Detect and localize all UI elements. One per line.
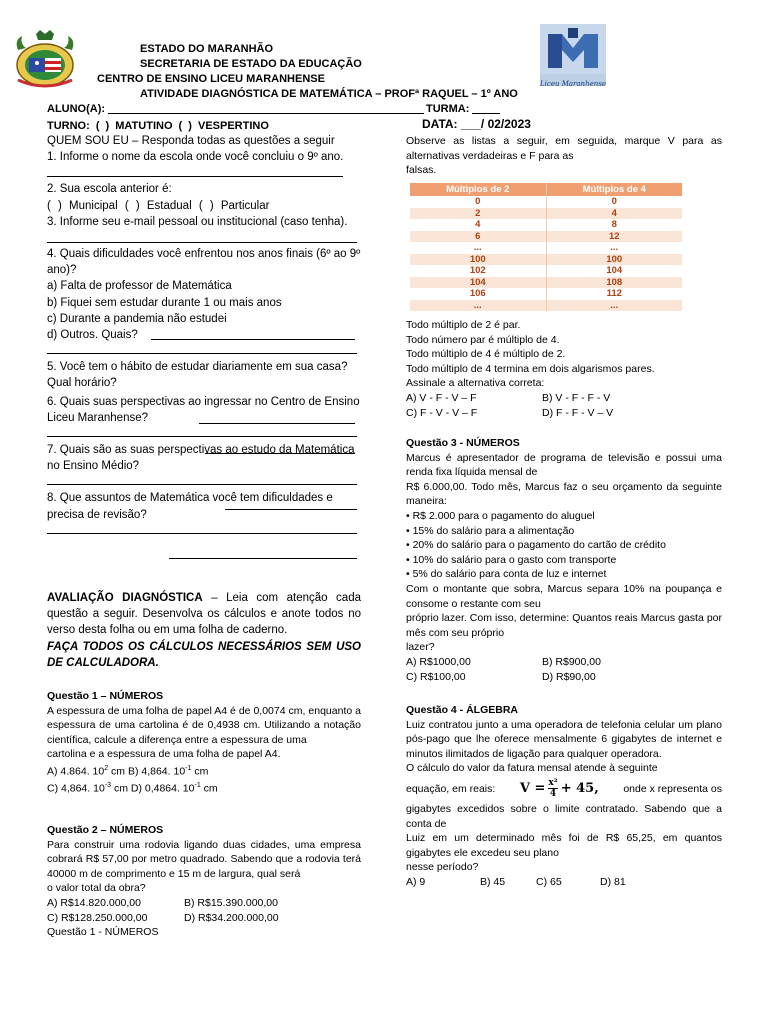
questao-2-opt-d: D) R$34.200.000,00 bbox=[184, 911, 279, 924]
questao-4-opt-d: D) 81 bbox=[600, 875, 626, 888]
multiples-table bbox=[410, 183, 682, 311]
questao-3-bullet-2: • 15% do salário para a alimentação bbox=[406, 524, 575, 537]
question-2: 2. Sua escola anterior é: bbox=[47, 183, 172, 196]
assinale-text: Assinale a alternativa correta: bbox=[406, 377, 545, 390]
questao-1-text-2: cartolina e a espessura de uma folha de papel A4. bbox=[47, 748, 281, 761]
cell-multiple-of-2: 0 bbox=[410, 196, 546, 208]
cell-multiple-of-4: ... bbox=[546, 300, 682, 312]
student-name-label: ALUNO(A): bbox=[47, 103, 106, 115]
answer-line-3[interactable] bbox=[47, 242, 357, 243]
statement-2: Todo número par é múltiplo de 4. bbox=[406, 333, 560, 346]
questao-3-bullet-3: • 20% do salário para o pagamento do cartão de crédito bbox=[406, 539, 666, 552]
answer-line-1[interactable] bbox=[47, 176, 343, 177]
cell-multiple-of-4: 108 bbox=[546, 277, 682, 289]
option-b: B) V - F - F - V bbox=[542, 391, 611, 404]
liceu-maranhense-logo bbox=[540, 24, 606, 86]
questao-4-opt-b: B) 45 bbox=[480, 875, 506, 888]
turno-label: TURNO: ( ) MATUTINO ( ) VESPERTINO bbox=[47, 120, 269, 132]
questao-2-opt-a: A) R$14.820.000,00 bbox=[47, 896, 141, 909]
table-row bbox=[410, 242, 682, 254]
questao-footer: Questão 1 - NÚMEROS bbox=[47, 926, 159, 939]
option-d: D) F - F - V – V bbox=[542, 406, 614, 419]
questao-2-text: Para construir uma rodovia ligando duas cidades, uma empresa cobrará R$ 57,00 por metro quadrado. Sabendo que a rodovia terá 40000 m de comprimento e 15 m de largura, qual será bbox=[47, 838, 361, 880]
turma-label: TURMA: bbox=[426, 103, 470, 115]
questao-3-bullet-1: • R$ 2.000 para o pagamento do aluguel bbox=[406, 509, 595, 522]
question-4-c: c) Durante a pandemia não estudei bbox=[47, 312, 227, 325]
questao-4-title: Questão 4 - ÁLGEBRA bbox=[406, 704, 519, 716]
table-header-mult4: Múltiplos de 4 bbox=[546, 183, 682, 196]
cell-multiple-of-2: ... bbox=[410, 300, 546, 312]
table-row bbox=[410, 300, 682, 312]
questao-4-text-5: nesse período? bbox=[406, 861, 479, 874]
cell-multiple-of-4: 100 bbox=[546, 254, 682, 266]
question-1: 1. Informe o nome da escola onde você concluiu o 9º ano. bbox=[47, 151, 344, 164]
questao-1-text: A espessura de uma folha de papel A4 é de 0,0074 cm, enquanto a espessura de uma cartolina é de 0,4938 cm. Utilizando a notação científica, calcule a diferença entre a espessura de uma bbox=[47, 704, 361, 746]
question-2-options: ( ) Municipal ( ) Estadual ( ) Particular bbox=[47, 199, 270, 212]
answer-line-7[interactable] bbox=[47, 484, 357, 485]
cell-multiple-of-4: 112 bbox=[546, 288, 682, 300]
questao-2-opt-c: C) R$128.250.000,00 bbox=[47, 911, 148, 924]
table-row bbox=[410, 265, 682, 277]
avaliacao-warning: FAÇA TODOS OS CÁLCULOS NECESSÁRIOS SEM USO DE CALCULADORA. bbox=[47, 640, 361, 669]
question-5: 5. Você tem o hábito de estudar diariamente em sua casa? Qual horário? bbox=[47, 361, 348, 390]
questao-4-text-4: Luiz em um determinado mês foi de R$ 65,25, em quantos gigabytes ele excedeu seu plano bbox=[406, 832, 722, 859]
questao-2-opt-b: B) R$15.390.000,00 bbox=[184, 896, 278, 909]
questao-3-block bbox=[406, 436, 722, 684]
questao-1-opts-cd: C) 4,864. $10^{-3}$ cm D) 0,4864. $10^{-1}$ cm bbox=[47, 782, 218, 795]
answer-line-6a[interactable] bbox=[205, 453, 355, 454]
answer-line-5[interactable] bbox=[199, 423, 355, 424]
quem-sou-eu-intro: QUEM SOU EU – Responda todas as questões a seguir bbox=[47, 135, 335, 147]
right-intro: Observe as listas a seguir, em seguida, marque V para as alternativas verdadeiras e F para as falsas. bbox=[406, 135, 722, 177]
student-name-field[interactable] bbox=[108, 113, 424, 114]
questao-3-text-3: Com o montante que sobra, Marcus separa 10% na poupança e consome o restante com seu bbox=[406, 582, 722, 610]
cell-multiple-of-2: 100 bbox=[410, 254, 546, 266]
questao-2-block bbox=[47, 823, 361, 940]
question-4: 4. Quais dificuldades você enfrentou nos anos finais (6º ao 9º ano)? bbox=[47, 248, 361, 277]
cell-multiple-of-4: 8 bbox=[546, 219, 682, 231]
avaliacao-block bbox=[47, 590, 361, 671]
cell-multiple-of-2: 106 bbox=[410, 288, 546, 300]
answer-line-8a[interactable] bbox=[169, 558, 357, 559]
statement-1: Todo múltiplo de 2 é par. bbox=[406, 319, 521, 331]
questao-4-equation-line: equação, em reais: V = $\frac{\text{x²}}{4}$ + 45, onde x representa os bbox=[406, 778, 722, 800]
question-8: 8. Que assuntos de Matemática você tem dificuldades e precisa de revisão? bbox=[47, 492, 333, 521]
cell-multiple-of-2: 6 bbox=[410, 231, 546, 243]
cell-multiple-of-2: ... bbox=[410, 242, 546, 254]
questao-3-title: Questão 3 - NÚMEROS bbox=[406, 437, 520, 449]
answer-line-8[interactable] bbox=[47, 533, 357, 534]
questao-4-text: Luiz contratou junto a uma operadora de telefonia celular um plano pós-pago que lhe oferece mensalmente 6 gigabytes de internet e minutos ilimitados de ligação para qualquer operadora. bbox=[406, 718, 722, 760]
questao-4-text-3: gigabytes excedidos sobre o limite contratado. Sabendo que a conta de bbox=[406, 802, 722, 830]
questao-4-block bbox=[406, 703, 722, 890]
questao-3-text: Marcus é apresentador de programa de televisão e possui uma renda fixa líquida mensal de bbox=[406, 451, 722, 479]
questao-2-title: Questão 2 – NÚMEROS bbox=[47, 824, 164, 836]
question-4-d: d) Outros. Quais? bbox=[47, 329, 138, 342]
answer-line-4d[interactable] bbox=[151, 339, 355, 340]
questao-3-text-5: lazer? bbox=[406, 641, 435, 654]
table-row bbox=[410, 254, 682, 266]
answer-line-7a[interactable] bbox=[225, 509, 357, 510]
cell-multiple-of-4: 0 bbox=[546, 196, 682, 208]
table-row bbox=[410, 196, 682, 208]
statement-3: Todo múltiplo de 4 é múltiplo de 2. bbox=[406, 348, 566, 361]
questao-2-text-2: o valor total da obra? bbox=[47, 882, 146, 895]
questao-4-opt-c: C) 65 bbox=[536, 875, 562, 888]
logo-caption: Liceu Maranhense bbox=[540, 80, 606, 88]
statement-4: Todo múltiplo de 4 termina em dois algarismos pares. bbox=[406, 362, 655, 375]
questao-4-opt-a: A) 9 bbox=[406, 875, 426, 888]
header-state: ESTADO DO MARANHÃO bbox=[140, 43, 274, 55]
answer-line-4[interactable] bbox=[47, 353, 357, 354]
questao-1-opts-ab: A) 4.864. $10^2$ cm B) 4,864. $10^{-1}$ cm bbox=[47, 764, 209, 778]
questao-3-opt-d: D) R$90,00 bbox=[542, 670, 596, 683]
table-row bbox=[410, 231, 682, 243]
questao-4-text-2: O cálculo do valor da fatura mensal atende à seguinte bbox=[406, 762, 658, 775]
avaliacao-title: AVALIAÇÃO DIAGNÓSTICA bbox=[47, 592, 203, 604]
question-7: 7. Quais são as suas perspectivas ao estudo da Matemática no Ensino Médio? bbox=[47, 444, 355, 473]
turma-field[interactable] bbox=[472, 113, 500, 114]
right-statements bbox=[406, 318, 722, 420]
questao-3-text-2: R$ 6.000,00. Todo mês, Marcus faz o seu orçamento da seguinte maneira: bbox=[406, 480, 722, 508]
questao-1-block bbox=[47, 689, 361, 796]
question-4-a: a) Falta de professor de Matemática bbox=[47, 280, 232, 293]
question-4-b: b) Fiquei sem estudar durante 1 ou mais anos bbox=[47, 296, 282, 309]
table-header-mult2: Múltiplos de 2 bbox=[410, 183, 546, 196]
questao-3-bullet-5: • 5% do salário para conta de luz e internet bbox=[406, 568, 607, 581]
questao-3-opt-b: B) R$900,00 bbox=[542, 655, 601, 668]
table-row bbox=[410, 288, 682, 300]
cell-multiple-of-4: 104 bbox=[546, 265, 682, 277]
questao-3-opt-c: C) R$100,00 bbox=[406, 670, 466, 683]
left-column bbox=[47, 133, 361, 539]
answer-line-6[interactable] bbox=[47, 436, 357, 437]
cell-multiple-of-4: 4 bbox=[546, 208, 682, 220]
header-school: CENTRO DE ENSINO LICEU MARANHENSE bbox=[97, 73, 325, 85]
cell-multiple-of-4: 12 bbox=[546, 231, 682, 243]
question-6: 6. Quais suas perspectivas ao ingressar no Centro de Ensino Liceu Maranhense? bbox=[47, 395, 360, 424]
header-secretaria: SECRETARIA DE ESTADO DA EDUCAÇÃO bbox=[140, 58, 362, 70]
cell-multiple-of-2: 102 bbox=[410, 265, 546, 277]
table-row bbox=[410, 277, 682, 289]
cell-multiple-of-2: 104 bbox=[410, 277, 546, 289]
equation: V = $\frac{\text{x²}}{4}$ + 45, bbox=[519, 778, 599, 800]
state-coat-of-arms-logo bbox=[10, 30, 80, 90]
questao-3-bullet-4: • 10% do salário para o gasto com transporte bbox=[406, 553, 617, 566]
table-row bbox=[410, 208, 682, 220]
questao-3-text-4: próprio lazer. Com isso, determine: Quantos reais Marcus gasta por mês com seu próprio bbox=[406, 612, 722, 639]
cell-multiple-of-2: 2 bbox=[410, 208, 546, 220]
questao-3-opt-a: A) R$1000,00 bbox=[406, 655, 471, 668]
questao-1-title: Questão 1 – NÚMEROS bbox=[47, 690, 164, 702]
cell-multiple-of-4: ... bbox=[546, 242, 682, 254]
question-3: 3. Informe seu e-mail pessoal ou institucional (caso tenha). bbox=[47, 215, 348, 228]
option-c: C) F - V - V – F bbox=[406, 406, 478, 419]
table-row bbox=[410, 219, 682, 231]
avaliacao-text: – Leia com atenção cada questão a seguir. Desenvolva os cálculos e anote todos no verso desta folha ou em uma folha de caderno. bbox=[47, 592, 361, 637]
cell-multiple-of-2: 4 bbox=[410, 219, 546, 231]
header-activity: ATIVIDADE DIAGNÓSTICA DE MATEMÁTICA – PROFª RAQUEL – 1º ANO bbox=[140, 88, 518, 100]
data-label: DATA: ___/ 02/2023 bbox=[422, 117, 531, 131]
option-a: A) V - F - V – F bbox=[406, 391, 477, 404]
